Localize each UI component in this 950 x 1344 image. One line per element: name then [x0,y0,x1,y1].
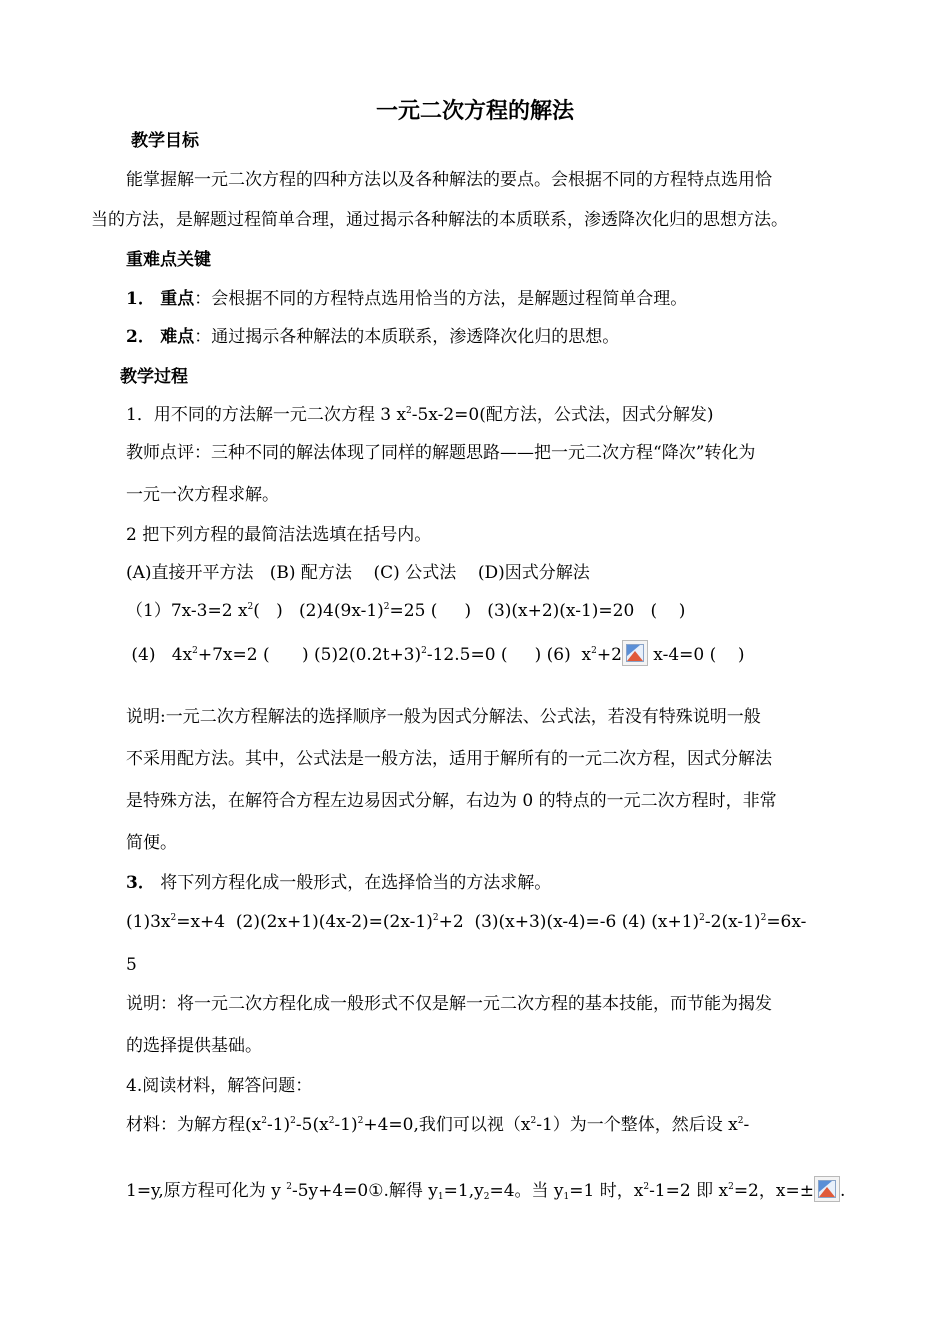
item-label: 难点 [160,327,195,347]
broken-image-icon [814,1176,840,1202]
material-line: 1=y,原方程可化为 y $^2$-5y+4=0①.解得 $y_1=1,y_2=4$。当 $y_1=1$ 时，$x^2-1=2$ 即 $x^2=2$，x=± . [126,1176,845,1202]
question-3: 3． 将下列方程化成一般形式，在选择恰当的方法求解。 [126,873,552,893]
equation-row: 5 [126,955,137,975]
paragraph-line: 说明：将一元二次方程化成一般形式不仅是解一元二次方程的基本技能，而节能为揭发 [126,994,772,1014]
item-text: ：会根据不同的方程特点选用恰当的方法，是解题过程简单合理。 [194,289,688,309]
equation-row: $(1)3x^2=x+4$ $(2)(2x+1)(4x-2)=(2x-1)^2+2$ (3)(x+3)(x-4)=-6 (4) $(x+1)^2-2(x-1)^2=6x-$ [126,912,807,932]
paragraph-line: 简便。 [126,833,177,853]
paragraph-line: 说明:一元二次方程解法的选择顺序一般为因式分解法、公式法，若没有特殊说明一般 [126,707,761,727]
item-text: ：通过揭示各种解法的本质联系，渗透降次化归的思想。 [194,327,620,347]
key-point-item [126,326,619,348]
key-point-item [126,288,687,310]
broken-image-icon [622,640,648,666]
item-number: 2． [126,327,155,347]
equation-row: (4) $4x^2+7x=2$ ( ) $(5)2(0.2t+3)^2-12.5=0$ ( ) (6) $x^2+2$ x-4=0 ( ) [126,640,745,666]
paragraph-line: 的选择提供基础。 [126,1036,262,1056]
paragraph-line: 教师点评：三种不同的解法体现了同样的解题思路——把一元二次方程“降次”转化为 [126,443,756,463]
item-number: 1． [126,289,155,309]
question-2: 2 把下列方程的最简洁法选填在括号内。 [126,525,432,545]
method-options: (A)直接开平方法 (B) 配方法 (C) 公式法 (D)因式分解法 [126,563,590,583]
question-4: 4.阅读材料，解答问题： [126,1076,313,1096]
paragraph-line: 能掌握解一元二次方程的四种方法以及各种解法的要点。会根据不同的方程特点选用恰 [126,170,772,190]
heading-process: 教学过程 [120,367,188,387]
paragraph-line: 当的方法，是解题过程简单合理，通过揭示各种解法的本质联系，渗透降次化归的思想方法。 [91,210,788,230]
paragraph-line: 一元一次方程求解。 [126,485,279,505]
item-label: 重点 [160,289,195,309]
paragraph-line: 不采用配方法。其中，公式法是一般方法，适用于解所有的一元二次方程，因式分解法 [126,749,772,769]
heading-key-points: 重难点关键 [126,250,211,270]
material-line: 材料：为解方程$(x^2-1)^2-5(x^2-1)^2+4=0$,我们可以视$(x^2-1)$为一个整体，然后设 $x^2-$ [126,1115,750,1135]
heading-objectives: 教学目标 [131,131,199,151]
equation-row: （1）7x-3=2 $x^2$( ) $(2)4(9x-1)^2=25$ ( ) (3)(x+2)(x-1)=20 ( ) [126,601,686,621]
question-1: 1．用不同的方法解一元二次方程 3 $x^2-5x-2=0$(配方法，公式法，因式分解发) [126,405,714,425]
paragraph-line: 是特殊方法，在解符合方程左边易因式分解，右边为 0 的特点的一元二次方程时，非常 [126,791,777,811]
page-title: 一元二次方程的解法 [375,98,574,124]
